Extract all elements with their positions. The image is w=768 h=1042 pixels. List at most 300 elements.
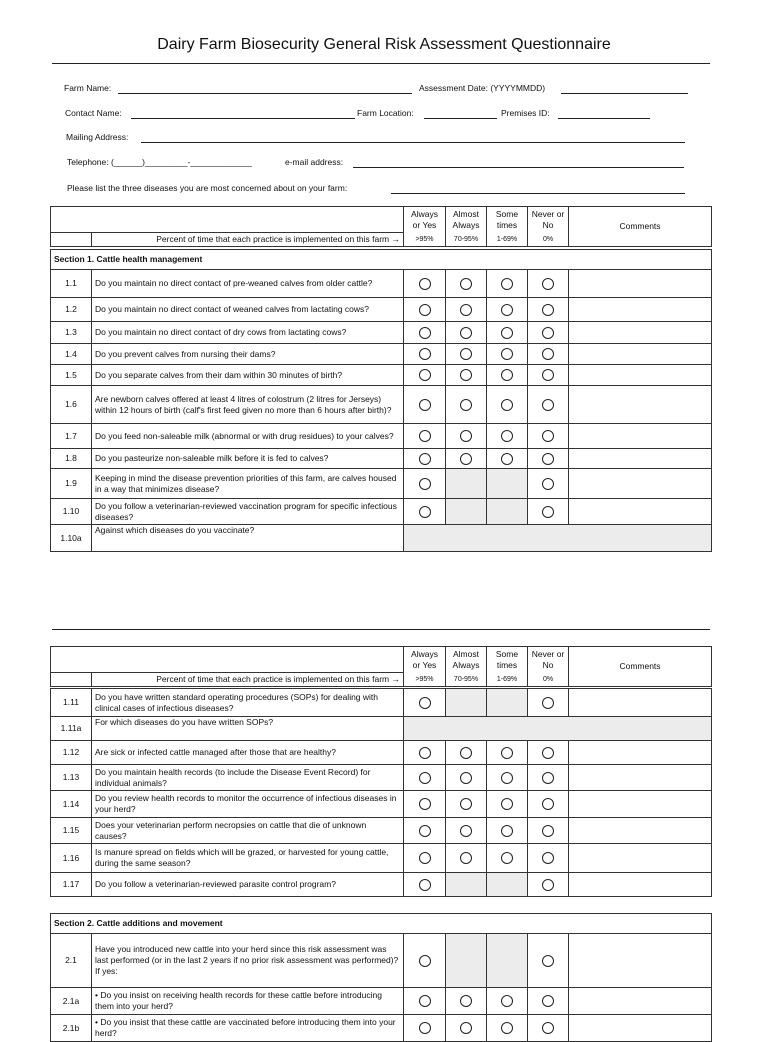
question-text bbox=[92, 322, 404, 344]
radio-button[interactable] bbox=[460, 798, 472, 810]
question-line: Against which diseases do you vaccinate? bbox=[95, 525, 255, 535]
answer-cell bbox=[528, 322, 569, 344]
comment-cell[interactable] bbox=[569, 689, 712, 717]
question-text bbox=[92, 741, 404, 765]
question-number: 1.10a bbox=[51, 525, 92, 552]
radio-button[interactable] bbox=[542, 278, 554, 290]
answer-cell bbox=[404, 270, 446, 298]
question-number: 1.9 bbox=[51, 469, 92, 499]
question-row bbox=[51, 873, 712, 897]
question-line: For which diseases do you have written SOPs? bbox=[95, 717, 274, 727]
question-number: 2.1 bbox=[51, 934, 92, 988]
section-title: Section 1. Cattle health management bbox=[51, 250, 712, 270]
radio-button[interactable] bbox=[542, 852, 554, 864]
answer-cell bbox=[487, 365, 528, 386]
some-pct: 1-69% bbox=[487, 233, 528, 247]
question-text bbox=[92, 344, 404, 365]
comment-cell[interactable] bbox=[569, 499, 712, 525]
answer-cell bbox=[446, 765, 487, 791]
radio-button[interactable] bbox=[542, 879, 554, 891]
almost-always-header: Almost Always bbox=[446, 207, 487, 233]
radio-button[interactable] bbox=[501, 825, 513, 837]
radio-button[interactable] bbox=[542, 369, 554, 381]
some-pct: 1-69% bbox=[487, 673, 528, 687]
question-line: Does your veterinarian perform necropsies on cattle that die of unknown causes? bbox=[95, 819, 367, 841]
premises-id-label: Premises ID: bbox=[501, 108, 550, 118]
radio-button[interactable] bbox=[419, 327, 431, 339]
answer-cell bbox=[446, 449, 487, 469]
farm-name-label: Farm Name: bbox=[64, 83, 112, 93]
radio-button[interactable] bbox=[419, 278, 431, 290]
farm-location-field[interactable] bbox=[424, 118, 497, 119]
answer-cell bbox=[446, 934, 487, 988]
radio-button[interactable] bbox=[419, 772, 431, 784]
farm-location-label: Farm Location: bbox=[357, 108, 414, 118]
radio-button[interactable] bbox=[542, 506, 554, 518]
radio-button[interactable] bbox=[542, 430, 554, 442]
farm-name-field[interactable] bbox=[118, 93, 412, 94]
header-spacer bbox=[51, 647, 404, 673]
question-line: Have you introduced new cattle into your herd since this risk assessment was last performed (or in the last 2 years if no prior risk assessment was performed)? bbox=[95, 944, 399, 965]
sometimes-header: Some times bbox=[487, 647, 528, 673]
question-number: 2.1b bbox=[51, 1015, 92, 1042]
question-number: 1.14 bbox=[51, 791, 92, 818]
section-1-table bbox=[50, 249, 712, 552]
response-header bbox=[50, 206, 712, 247]
answer-cell bbox=[404, 424, 446, 449]
radio-button[interactable] bbox=[501, 430, 513, 442]
radio-button[interactable] bbox=[542, 798, 554, 810]
answer-cell bbox=[487, 469, 528, 499]
answer-cell bbox=[528, 1015, 569, 1042]
answer-cell bbox=[446, 344, 487, 365]
comment-cell[interactable] bbox=[569, 322, 712, 344]
question-text bbox=[92, 525, 404, 552]
answer-cell bbox=[528, 469, 569, 499]
radio-button[interactable] bbox=[460, 747, 472, 759]
comment-cell[interactable] bbox=[569, 298, 712, 322]
question-number: 1.16 bbox=[51, 844, 92, 873]
radio-button[interactable] bbox=[460, 825, 472, 837]
comment-cell[interactable] bbox=[569, 270, 712, 298]
question-number: 1.10 bbox=[51, 499, 92, 525]
answer-cell bbox=[528, 934, 569, 988]
email-field[interactable] bbox=[353, 167, 684, 168]
question-line: Do you have written standard operating procedures (SOPs) for dealing with clinical cases of infectious diseases? bbox=[95, 691, 379, 713]
question-line: Do you prevent calves from nursing their dams? bbox=[95, 348, 276, 359]
radio-button[interactable] bbox=[419, 697, 431, 709]
header-spacer-small bbox=[51, 673, 92, 687]
answer-cell bbox=[404, 322, 446, 344]
question-line: Keeping in mind the disease prevention priorities of this farm, are calves housed in a way that minimizes disease? bbox=[95, 472, 397, 494]
question-row bbox=[51, 499, 712, 525]
question-row bbox=[51, 298, 712, 322]
answer-cell bbox=[487, 818, 528, 844]
answer-cell bbox=[446, 988, 487, 1015]
answer-cell bbox=[446, 689, 487, 717]
radio-button[interactable] bbox=[501, 348, 513, 360]
answer-cell bbox=[404, 791, 446, 818]
answer-cell bbox=[487, 424, 528, 449]
question-line: Do you feed non-saleable milk (abnormal or with drug residues) to your calves? bbox=[95, 430, 394, 441]
comments-header: Comments bbox=[569, 647, 712, 687]
answer-cell bbox=[487, 741, 528, 765]
answer-cell bbox=[487, 873, 528, 897]
radio-button[interactable] bbox=[419, 453, 431, 465]
question-text bbox=[92, 765, 404, 791]
question-text bbox=[92, 298, 404, 322]
answer-cell bbox=[528, 298, 569, 322]
question-row bbox=[51, 469, 712, 499]
almost-always-header: Almost Always bbox=[446, 647, 487, 673]
question-line: • Do you insist that these cattle are vaccinated before introducing them into your herd? bbox=[95, 1017, 396, 1038]
radio-button[interactable] bbox=[501, 453, 513, 465]
mailing-address-field[interactable] bbox=[141, 142, 685, 143]
answer-cell bbox=[487, 344, 528, 365]
radio-button[interactable] bbox=[419, 478, 431, 490]
answer-cell bbox=[404, 1015, 446, 1042]
answer-cell bbox=[446, 791, 487, 818]
radio-button[interactable] bbox=[419, 879, 431, 891]
answer-cell bbox=[446, 818, 487, 844]
answer-cell bbox=[528, 449, 569, 469]
answer-cell bbox=[528, 741, 569, 765]
comment-cell[interactable] bbox=[569, 469, 712, 499]
answer-cell bbox=[404, 469, 446, 499]
answer-cell bbox=[528, 270, 569, 298]
question-text bbox=[92, 844, 404, 873]
answer-cell bbox=[404, 365, 446, 386]
question-row bbox=[51, 988, 712, 1015]
telephone-label: Telephone: (______)_________-_____________ bbox=[67, 157, 252, 167]
answer-cell bbox=[446, 499, 487, 525]
comment-cell[interactable] bbox=[569, 873, 712, 897]
answer-cell bbox=[528, 873, 569, 897]
answer-cell bbox=[487, 499, 528, 525]
radio-button[interactable] bbox=[460, 348, 472, 360]
question-text bbox=[92, 689, 404, 717]
answer-cell bbox=[487, 934, 528, 988]
radio-button[interactable] bbox=[419, 369, 431, 381]
radio-button[interactable] bbox=[542, 995, 554, 1007]
answer-cell bbox=[487, 689, 528, 717]
radio-button[interactable] bbox=[419, 304, 431, 316]
question-row bbox=[51, 818, 712, 844]
answer-cell bbox=[528, 689, 569, 717]
answer-cell bbox=[404, 765, 446, 791]
section-1-continued-table bbox=[50, 688, 712, 897]
sometimes-header: Some times bbox=[487, 207, 528, 233]
radio-button[interactable] bbox=[501, 327, 513, 339]
radio-button[interactable] bbox=[419, 506, 431, 518]
answer-cell bbox=[487, 844, 528, 873]
header-spacer-small bbox=[51, 233, 92, 247]
assessment-date-field[interactable] bbox=[561, 93, 688, 94]
comment-cell[interactable] bbox=[569, 449, 712, 469]
answer-cell bbox=[404, 873, 446, 897]
comment-cell[interactable] bbox=[569, 386, 712, 424]
comment-cell[interactable] bbox=[569, 1015, 712, 1042]
question-text bbox=[92, 717, 404, 741]
question-number: 1.13 bbox=[51, 765, 92, 791]
answer-cell bbox=[487, 270, 528, 298]
premises-id-field[interactable] bbox=[558, 118, 650, 119]
question-text bbox=[92, 386, 404, 424]
radio-button[interactable] bbox=[419, 747, 431, 759]
question-number: 1.6 bbox=[51, 386, 92, 424]
radio-button[interactable] bbox=[501, 798, 513, 810]
comments-header: Comments bbox=[569, 207, 712, 247]
radio-button[interactable] bbox=[419, 852, 431, 864]
page-title: Dairy Farm Biosecurity General Risk Assessment Questionnaire bbox=[157, 36, 611, 53]
section-title: Section 2. Cattle additions and movement bbox=[51, 914, 712, 934]
comment-cell[interactable] bbox=[569, 791, 712, 818]
never-header: Never or No bbox=[528, 207, 569, 233]
question-number: 1.1 bbox=[51, 270, 92, 298]
question-row bbox=[51, 525, 712, 552]
question-text bbox=[92, 1015, 404, 1042]
comment-cell[interactable] bbox=[569, 344, 712, 365]
question-text bbox=[92, 365, 404, 386]
comment-cell[interactable] bbox=[569, 424, 712, 449]
answer-cell bbox=[404, 449, 446, 469]
almost-pct: 70-95% bbox=[446, 673, 487, 687]
question-text bbox=[92, 270, 404, 298]
question-row bbox=[51, 791, 712, 818]
assessment-date-label: Assessment Date: (YYYYMMDD) bbox=[419, 83, 546, 93]
diseases-field[interactable] bbox=[391, 193, 685, 194]
answer-cell bbox=[446, 469, 487, 499]
question-row bbox=[51, 344, 712, 365]
answer-cell bbox=[446, 844, 487, 873]
question-row bbox=[51, 741, 712, 765]
mailing-address-label: Mailing Address: bbox=[66, 132, 129, 142]
answer-cell bbox=[487, 765, 528, 791]
radio-button[interactable] bbox=[501, 852, 513, 864]
answer-area[interactable] bbox=[404, 717, 712, 741]
never-header: Never or No bbox=[528, 647, 569, 673]
radio-button[interactable] bbox=[542, 747, 554, 759]
question-line: Do you maintain no direct contact of dry cows from lactating cows? bbox=[95, 327, 347, 337]
never-pct: 0% bbox=[528, 233, 569, 247]
radio-button[interactable] bbox=[419, 798, 431, 810]
answer-cell bbox=[528, 344, 569, 365]
question-line: Do you maintain no direct contact of weaned calves from lactating cows? bbox=[95, 304, 370, 314]
radio-button[interactable] bbox=[542, 348, 554, 360]
question-text bbox=[92, 988, 404, 1015]
contact-name-field[interactable] bbox=[131, 118, 355, 119]
question-text bbox=[92, 424, 404, 449]
comment-cell[interactable] bbox=[569, 988, 712, 1015]
question-number: 1.7 bbox=[51, 424, 92, 449]
radio-button[interactable] bbox=[460, 995, 472, 1007]
answer-cell bbox=[446, 365, 487, 386]
question-number: 2.1a bbox=[51, 988, 92, 1015]
question-row bbox=[51, 689, 712, 717]
question-number: 1.3 bbox=[51, 322, 92, 344]
answer-cell bbox=[404, 818, 446, 844]
title-rule bbox=[52, 63, 710, 64]
radio-button[interactable] bbox=[419, 399, 431, 411]
radio-button[interactable] bbox=[542, 304, 554, 316]
radio-button[interactable] bbox=[501, 399, 513, 411]
answer-cell bbox=[404, 988, 446, 1015]
question-row bbox=[51, 365, 712, 386]
question-row bbox=[51, 424, 712, 449]
question-line: Do you pasteurize non-saleable milk before it is fed to calves? bbox=[95, 453, 329, 463]
radio-button[interactable] bbox=[460, 369, 472, 381]
answer-cell bbox=[446, 270, 487, 298]
radio-button[interactable] bbox=[501, 747, 513, 759]
page-break-rule bbox=[52, 629, 710, 630]
answer-cell bbox=[528, 765, 569, 791]
question-line: Do you review health records to monitor the occurrence of infectious diseases in your herd? bbox=[95, 793, 397, 814]
question-text bbox=[92, 449, 404, 469]
question-number: 1.11 bbox=[51, 689, 92, 717]
answer-cell bbox=[446, 873, 487, 897]
email-label: e-mail address: bbox=[285, 157, 344, 167]
answer-cell bbox=[446, 424, 487, 449]
radio-button[interactable] bbox=[419, 430, 431, 442]
radio-button[interactable] bbox=[501, 304, 513, 316]
answer-cell bbox=[528, 844, 569, 873]
answer-cell bbox=[487, 322, 528, 344]
answer-cell bbox=[404, 386, 446, 424]
radio-button[interactable] bbox=[460, 453, 472, 465]
question-line: Is manure spread on fields which will be grazed, or harvested for young cattle, during the same season? bbox=[95, 847, 389, 868]
question-number: 1.15 bbox=[51, 818, 92, 844]
answer-area[interactable] bbox=[404, 525, 712, 552]
radio-button[interactable] bbox=[542, 453, 554, 465]
question-line: Do you follow a veterinarian-reviewed parasite control program? bbox=[95, 879, 336, 889]
radio-button[interactable] bbox=[501, 369, 513, 381]
radio-button[interactable] bbox=[460, 278, 472, 290]
question-text bbox=[92, 791, 404, 818]
comment-cell[interactable] bbox=[569, 818, 712, 844]
percent-note: Percent of time that each practice is implemented on this farm → bbox=[92, 673, 404, 687]
never-pct: 0% bbox=[528, 673, 569, 687]
always-pct: >95% bbox=[404, 233, 446, 247]
question-text bbox=[92, 499, 404, 525]
radio-button[interactable] bbox=[419, 955, 431, 967]
answer-cell bbox=[487, 1015, 528, 1042]
question-number: 1.4 bbox=[51, 344, 92, 365]
radio-button[interactable] bbox=[460, 327, 472, 339]
answer-cell bbox=[487, 386, 528, 424]
always-header: Always or Yes bbox=[404, 207, 446, 233]
answer-cell bbox=[404, 844, 446, 873]
radio-button[interactable] bbox=[542, 399, 554, 411]
radio-button[interactable] bbox=[419, 348, 431, 360]
question-row bbox=[51, 322, 712, 344]
answer-cell bbox=[446, 322, 487, 344]
answer-cell bbox=[404, 934, 446, 988]
radio-button[interactable] bbox=[460, 772, 472, 784]
question-row bbox=[51, 386, 712, 424]
answer-cell bbox=[487, 988, 528, 1015]
question-row bbox=[51, 1015, 712, 1042]
comment-cell[interactable] bbox=[569, 365, 712, 386]
question-number: 1.11a bbox=[51, 717, 92, 741]
radio-button[interactable] bbox=[419, 995, 431, 1007]
percent-note: Percent of time that each practice is implemented on this farm → bbox=[92, 233, 404, 247]
question-row bbox=[51, 270, 712, 298]
question-line-2: If yes: bbox=[95, 966, 118, 976]
answer-cell bbox=[528, 499, 569, 525]
answer-cell bbox=[446, 298, 487, 322]
contact-name-label: Contact Name: bbox=[65, 108, 122, 118]
question-line: • Do you insist on receiving health records for these cattle before introducing them into your herd? bbox=[95, 990, 382, 1011]
question-line: Do you maintain no direct contact of pre-weaned calves from older cattle? bbox=[95, 278, 373, 288]
question-number: 1.17 bbox=[51, 873, 92, 897]
question-row bbox=[51, 449, 712, 469]
response-header-2 bbox=[50, 646, 712, 687]
question-number: 1.12 bbox=[51, 741, 92, 765]
radio-button[interactable] bbox=[501, 772, 513, 784]
question-text bbox=[92, 469, 404, 499]
comment-cell[interactable] bbox=[569, 934, 712, 988]
radio-button[interactable] bbox=[460, 852, 472, 864]
comment-cell[interactable] bbox=[569, 765, 712, 791]
question-line: Do you maintain health records (to include the Disease Event Record) for individual animals? bbox=[95, 766, 371, 788]
almost-pct: 70-95% bbox=[446, 233, 487, 247]
question-number: 1.8 bbox=[51, 449, 92, 469]
answer-cell bbox=[404, 741, 446, 765]
radio-button[interactable] bbox=[460, 430, 472, 442]
question-text bbox=[92, 818, 404, 844]
answer-cell bbox=[404, 499, 446, 525]
question-line: Are newborn calves offered at least 4 litres of colostrum (2 litres for Jerseys) within 12 hours of birth (calf's first feed given no more than 6 hours after birth)? bbox=[95, 393, 392, 415]
answer-cell bbox=[487, 791, 528, 818]
section-2-table bbox=[50, 913, 712, 1042]
question-text bbox=[92, 934, 404, 988]
answer-cell bbox=[446, 1015, 487, 1042]
answer-cell bbox=[487, 449, 528, 469]
answer-cell bbox=[404, 344, 446, 365]
answer-cell bbox=[446, 741, 487, 765]
answer-cell bbox=[528, 386, 569, 424]
radio-button[interactable] bbox=[542, 955, 554, 967]
answer-cell bbox=[528, 988, 569, 1015]
header-spacer bbox=[51, 207, 404, 233]
comment-cell[interactable] bbox=[569, 844, 712, 873]
radio-button[interactable] bbox=[460, 399, 472, 411]
radio-button[interactable] bbox=[542, 772, 554, 784]
radio-button[interactable] bbox=[501, 995, 513, 1007]
always-header: Always or Yes bbox=[404, 647, 446, 673]
comment-cell[interactable] bbox=[569, 741, 712, 765]
question-row bbox=[51, 844, 712, 873]
diseases-prompt: Please list the three diseases you are most concerned about on your farm: bbox=[67, 183, 348, 193]
radio-button[interactable] bbox=[542, 478, 554, 490]
question-number: 1.5 bbox=[51, 365, 92, 386]
radio-button[interactable] bbox=[542, 327, 554, 339]
radio-button[interactable] bbox=[460, 304, 472, 316]
radio-button[interactable] bbox=[542, 825, 554, 837]
question-row bbox=[51, 934, 712, 988]
radio-button[interactable] bbox=[419, 825, 431, 837]
answer-cell bbox=[528, 365, 569, 386]
answer-cell bbox=[528, 818, 569, 844]
radio-button[interactable] bbox=[542, 697, 554, 709]
question-row bbox=[51, 765, 712, 791]
radio-button[interactable] bbox=[501, 278, 513, 290]
question-number: 1.2 bbox=[51, 298, 92, 322]
answer-cell bbox=[487, 298, 528, 322]
answer-cell bbox=[446, 386, 487, 424]
question-line: Do you follow a veterinarian-reviewed vaccination program for specific infectious diseases? bbox=[95, 500, 397, 522]
always-pct: >95% bbox=[404, 673, 446, 687]
